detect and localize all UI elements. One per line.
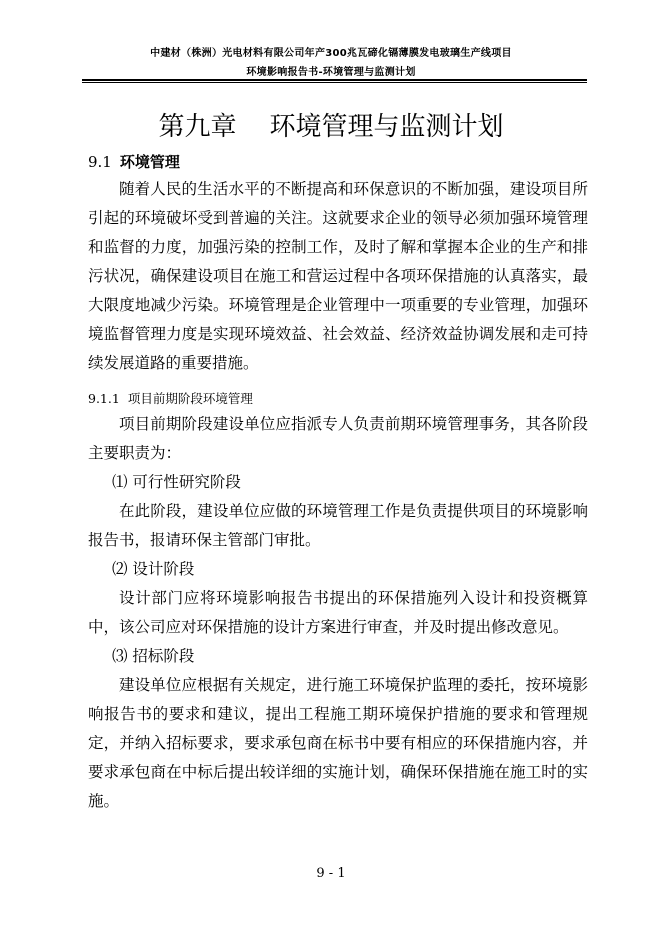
list-item-bidding: ⑶ 招标阶段 bbox=[112, 647, 195, 665]
section-number: 9.1 bbox=[88, 153, 112, 171]
paragraph-pre-phase: 项目前期阶段建设单位应指派专人负责前期环境管理事务，其各阶段主要职责为： bbox=[88, 415, 588, 462]
paragraph-design: 设计部门应将环境影响报告书提出的环保措施列入设计和投资概算中，该公司应对环保措施的设计方案进行审查，并及时提出修改意见。 bbox=[88, 589, 588, 636]
subsection-heading bbox=[88, 388, 588, 410]
page-number: 9 - 1 bbox=[316, 866, 346, 881]
header-rule-thin bbox=[82, 82, 587, 83]
running-header-report: 环境影响报告书-环境管理与监测计划 bbox=[246, 67, 416, 78]
subsection-number: 9.1.1 bbox=[88, 391, 120, 406]
subsection-title: 项目前期阶段环境管理 bbox=[127, 391, 253, 406]
running-header-project: 中建材（株洲）光电材料有限公司年产300兆瓦碲化镉薄膜发电玻璃生产线项目 bbox=[150, 48, 512, 59]
document-body bbox=[88, 153, 588, 816]
header-rule-thick bbox=[82, 79, 587, 81]
chapter-title: 第九章 环境管理与监测计划 bbox=[158, 112, 504, 142]
list-item-design: ⑵ 设计阶段 bbox=[112, 560, 195, 578]
paragraph-bidding: 建设单位应根据有关规定，进行施工环境保护监理的委托，按环境影响报告书的要求和建议，提出工程施工期环境保护措施的要求和管理规定，并纳入招标要求，要求承包商在标书中要有相应的环保措施内容，并要求承包商在中标后提出较详细的实施计划，确保环保措施在施工时的实施。 bbox=[88, 676, 588, 810]
section-heading bbox=[88, 153, 588, 175]
list-item-feasibility: ⑴ 可行性研究阶段 bbox=[112, 473, 241, 491]
paragraph-feasibility: 在此阶段，建设单位应做的环境管理工作是负责提供项目的环境影响报告书，报请环保主管部门审批。 bbox=[88, 502, 588, 549]
paragraph-intro: 随着人民的生活水平的不断提高和环保意识的不断加强，建设项目所引起的环境破坏受到普遍的关注。这就要求企业的领导必须加强环境管理和监督的力度，加强污染的控制工作，及时了解和掌握本企业的生产和排污状况，确保建设项目在施工和营运过程中各项环保措施的认真落实，最大限度地减少污染。环境管理是企业管理中一项重要的专业管理，加强环境监督管理力度是实现环境效益、社会效益、经济效益协调发展和走可持续发展道路的重要措施。 bbox=[88, 180, 588, 372]
section-title: 环境管理 bbox=[119, 153, 180, 171]
